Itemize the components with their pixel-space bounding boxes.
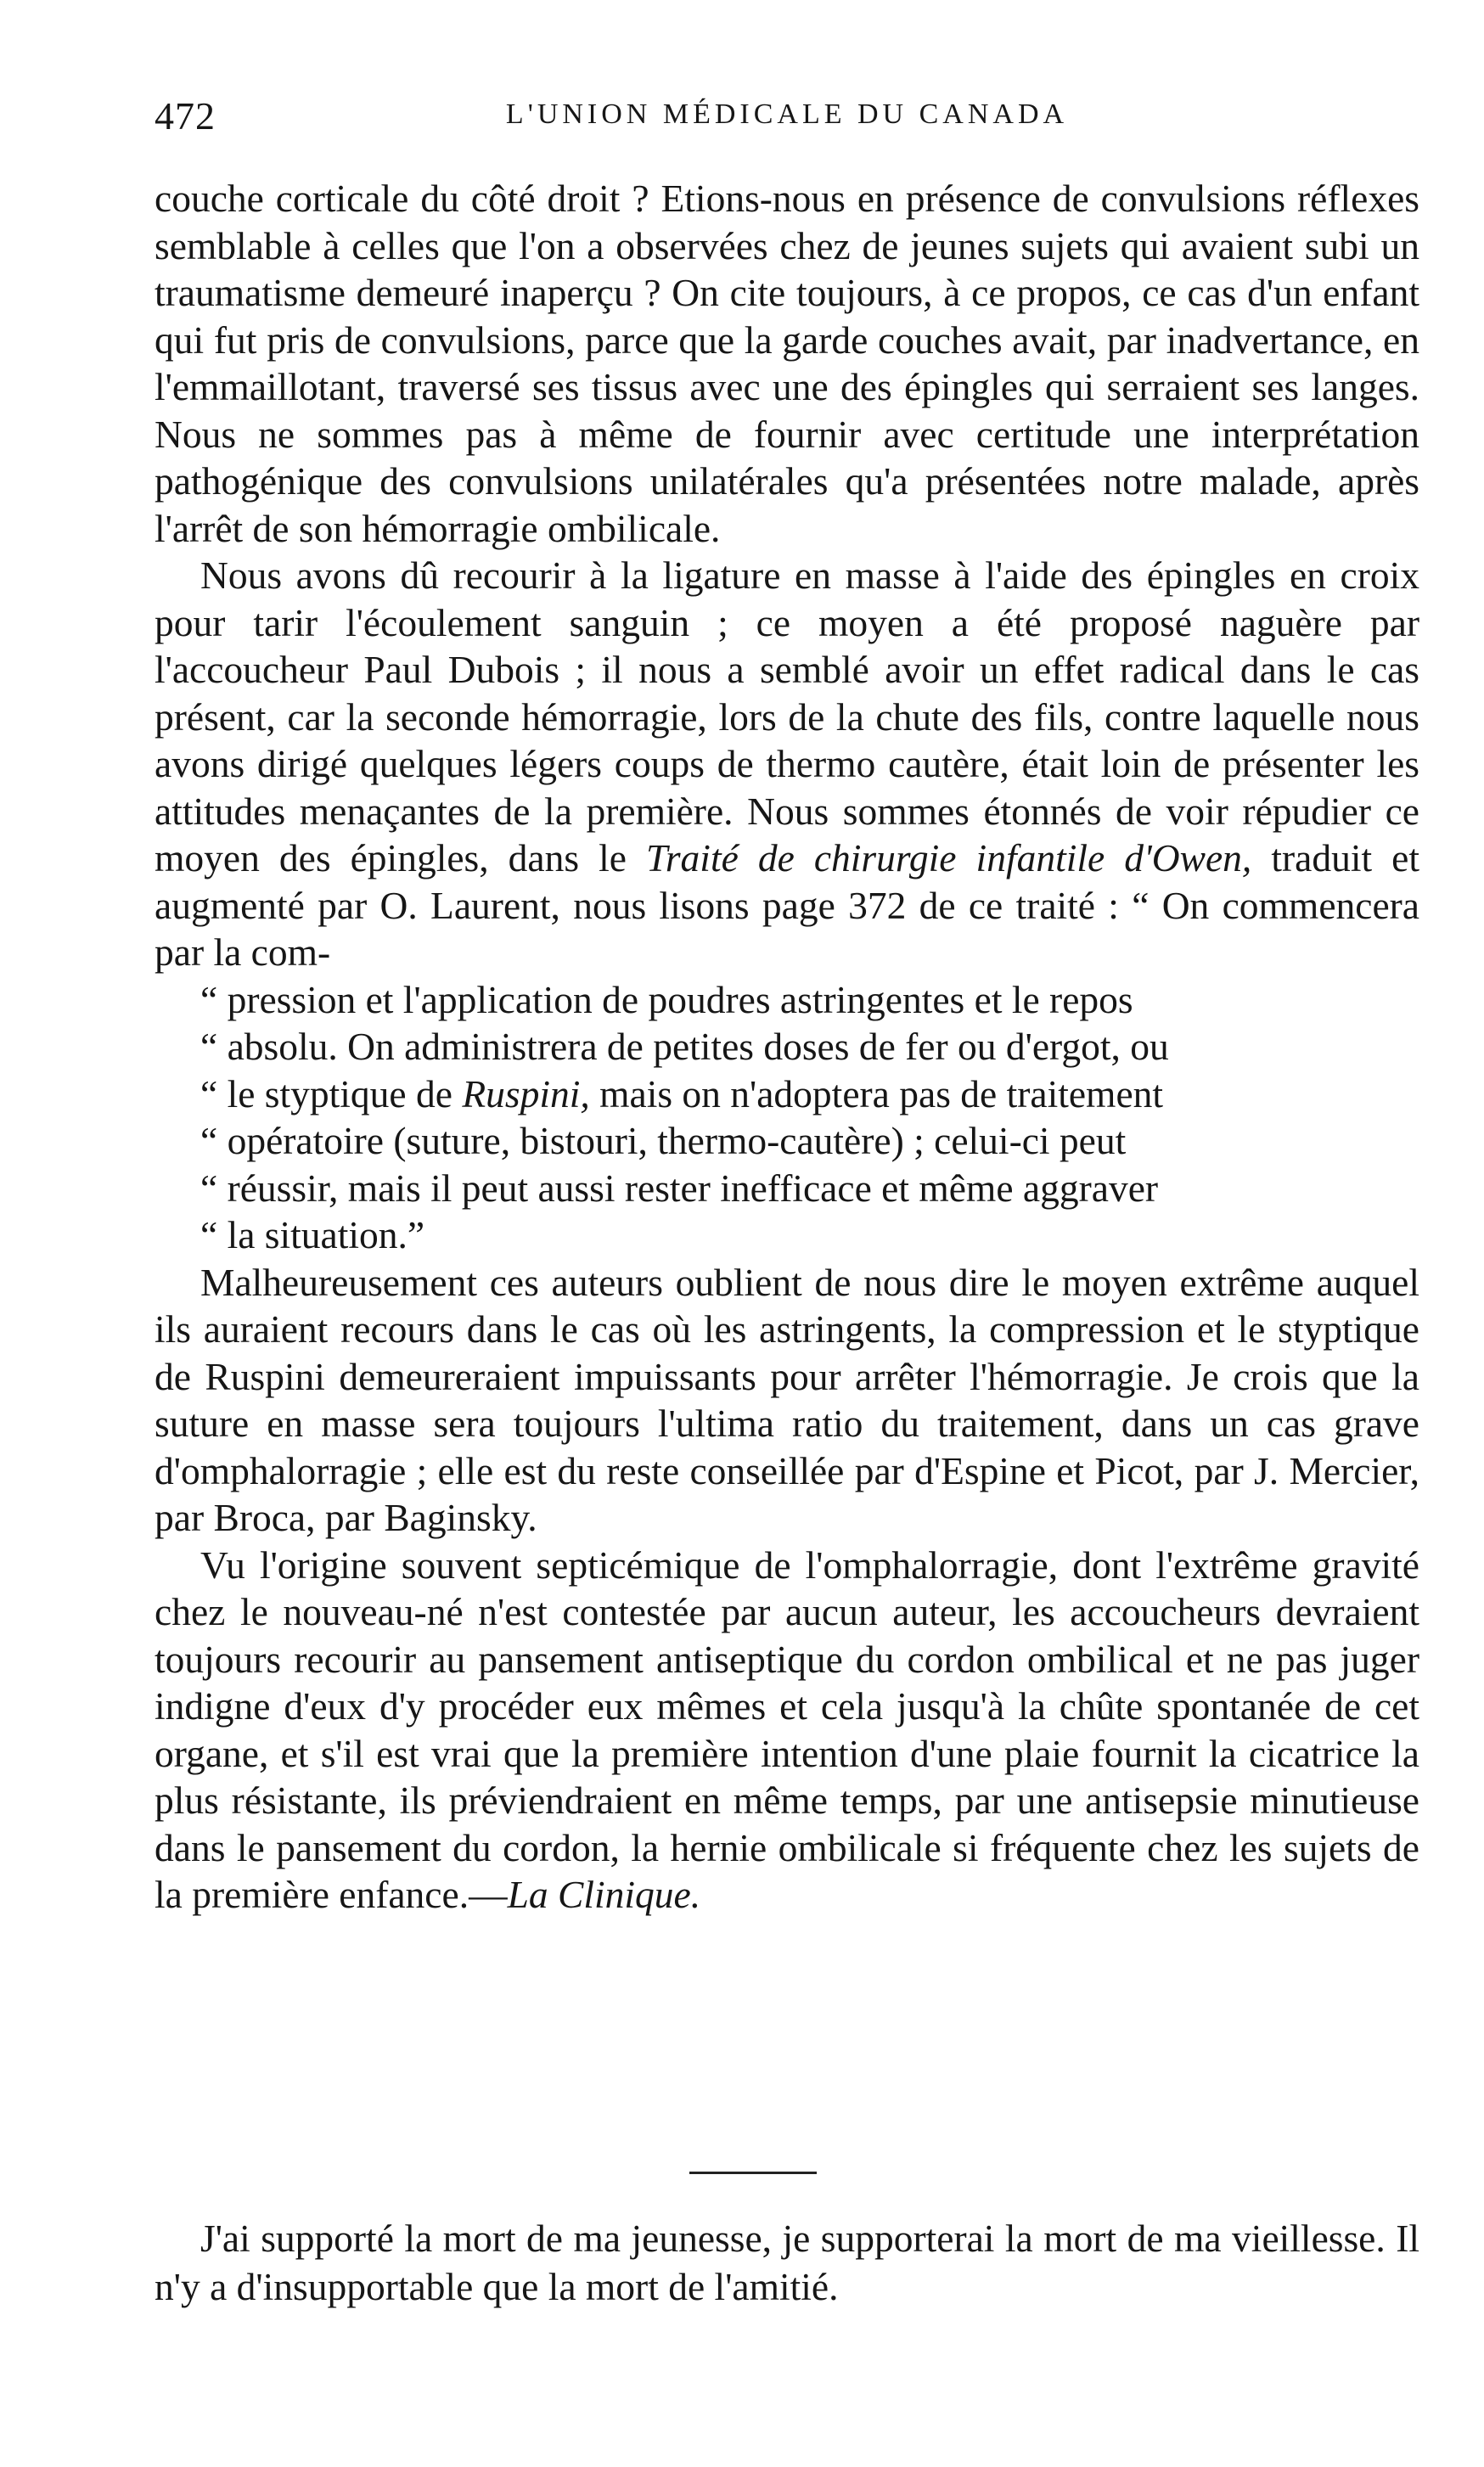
epigram bbox=[155, 2214, 1419, 2311]
antisepsis-text: Vu l'origine souvent septicémique de l'omphalorragie, dont l'extrême gravité chez le nouveau-né n'est contestée par aucun auteur, les accoucheurs devraient toujours recourir au pansement antiseptique du cordon ombilical et ne pas juger indigne d'eux d'y procéder eux mêmes et cela jusqu'à la chûte spontanée de cet organe, et s'il est vrai que la première intention d'une plaie fournit la cicatrice la plus résistante, ils préviendraient en même temps, par une antisepsie minutieuse dans le pansement du cordon, la hernie ombilicale si fréquente chez les sujets de la première enfance. bbox=[155, 1543, 1419, 1916]
paragraph-convulsions: couche corticale du côté droit ? Etions-nous en présence de convulsions réflexes semblable à celles que l'on a observées chez de jeunes sujets qui avaient subi un traumatisme demeuré inaperçu ? On cite toujours, à ce propos, ce cas d'un enfant qui fut pris de convulsions, parce que la garde couches avait, par inadvertance, en l'emmaillotant, traversé ses tissus avec une des épingles qui serraient ses langes. Nous ne sommes pas à même de fournir avec certitude une interprétation pathogénique des convulsions unilatérales qu'a présentées notre malade, après l'arrêt de son hémorragie ombilicale. bbox=[155, 177, 1419, 550]
paragraph-ligature bbox=[155, 552, 1419, 1259]
quote-line: “ réussir, mais il peut aussi rester inefficace et même aggraver bbox=[200, 1166, 1159, 1210]
paragraph-suture: Malheureusement ces auteurs oublient de nous dire le moyen extrême auquel ils auraient recours dans le cas où les astringents, la compression et le styptique de Ruspini demeureraient impuissants pour arrêter l'hémorragie. Je crois que la suture en masse sera toujours l'ultima ratio du traitement, dans un cas grave d'omphalorragie ; elle est du reste conseillée par d'Espine et Picot, par J. Mercier, par Broca, par Baginsky. bbox=[155, 1260, 1419, 1539]
section-divider bbox=[689, 2172, 817, 2174]
ligature-text: Nous avons dû recourir à la ligature en masse à l'aide des épingles en croix pour tarir l'écoulement sanguin ; ce moyen a été proposé naguère par l'accoucheur Paul Dubois ; il nous a semblé avoir un effet radical dans le cas présent, car la seconde hémorragie, lors de la chute des fils, contre laquelle nous avons dirigé quelques légers coups de thermo cautère, était loin de présenter les attitudes menaçantes de la première. Nous sommes étonnés de voir répudier ce moyen des épingles, dans le bbox=[155, 554, 1419, 879]
epigram-text: J'ai supporté la mort de ma jeunesse, je supporterai la mort de ma vieillesse. Il n'y a d'insupportable que la mort de l'amitié. bbox=[155, 2217, 1419, 2308]
book-title: Traité de chirurgie infantile d'Owen, bbox=[646, 836, 1252, 879]
page-header bbox=[155, 93, 1419, 144]
ligature-text-continued: traduit et augmenté par O. Laurent, nous lisons page 372 de ce traité : “ On commencera par la com- bbox=[155, 836, 1420, 974]
quote-line: “ la situation.” bbox=[200, 1213, 425, 1256]
quote-text: mais on n'adoptera pas de traitement bbox=[589, 1071, 1164, 1115]
quote-text: “ le styptique de bbox=[200, 1071, 463, 1115]
source-citation: La Clinique. bbox=[507, 1873, 701, 1916]
styptic-name: Ruspini, bbox=[462, 1071, 590, 1115]
page-number: 472 bbox=[155, 94, 216, 138]
quote-line-styptic bbox=[155, 1071, 1419, 1118]
quote-line: “ absolu. On administrera de petites doses de fer ou d'ergot, ou bbox=[200, 1025, 1169, 1068]
article-body bbox=[155, 175, 1419, 1919]
source-dash: — bbox=[469, 1873, 508, 1916]
paragraph-antisepsis bbox=[155, 1542, 1419, 1919]
quote-line: “ opératoire (suture, bistouri, thermo-cautère) ; celui-ci peut bbox=[200, 1119, 1127, 1162]
running-title: L'UNION MÉDICALE DU CANADA bbox=[505, 98, 1069, 130]
quote-line: “ pression et l'application de poudres astringentes et le repos bbox=[200, 977, 1133, 1021]
